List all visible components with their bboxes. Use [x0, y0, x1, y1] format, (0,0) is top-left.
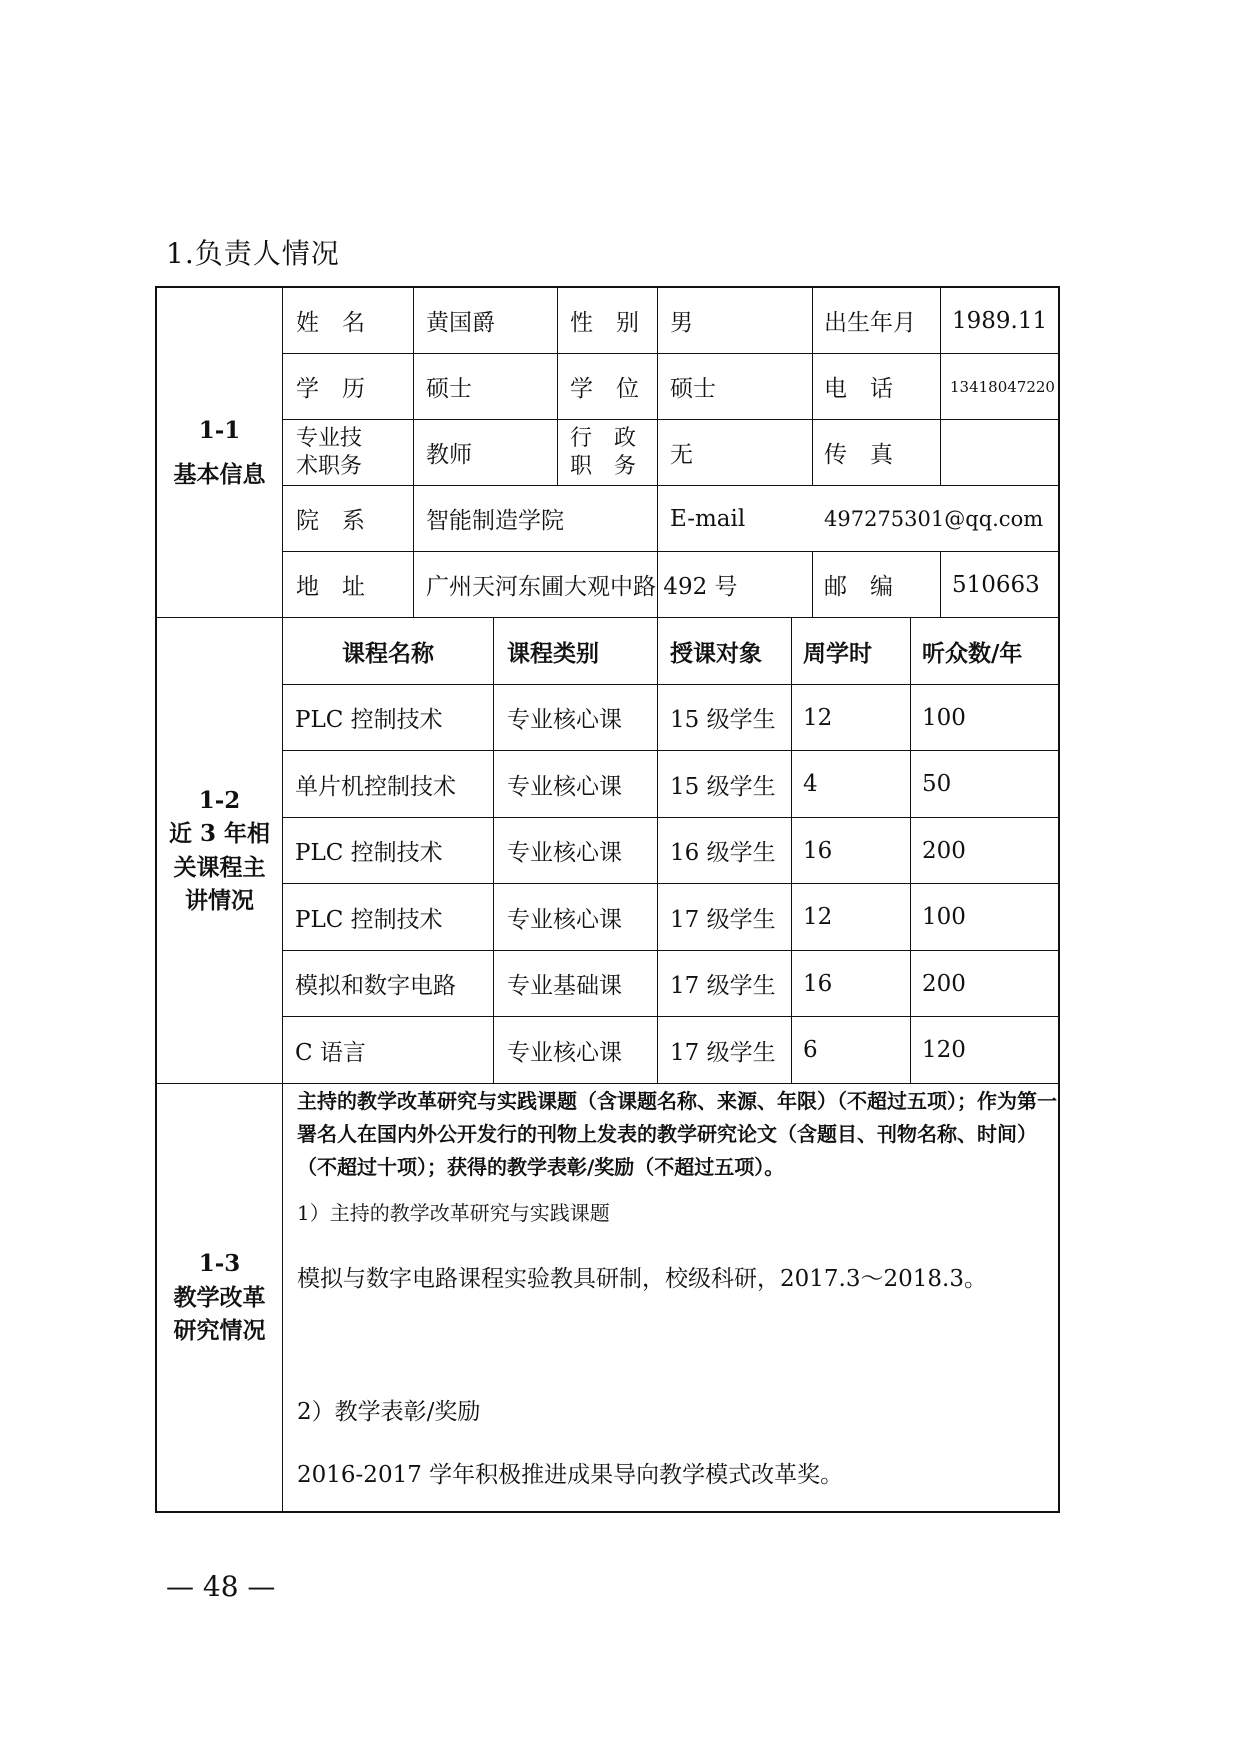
course-type: 专业核心课 [507, 1039, 622, 1066]
section-divider [155, 1083, 1060, 1084]
section-title-line: 关课程主 [173, 853, 266, 881]
birth-value: 1989.11 [952, 307, 1048, 334]
email-label: E-mail [670, 505, 746, 532]
course-type: 专业基础课 [507, 973, 622, 999]
course-name: C 语言 [295, 1039, 366, 1066]
course-name: PLC 控制技术 [295, 906, 443, 933]
admin-post-label-line2: 职 务 [570, 453, 637, 479]
email-value: 497275301@qq.com [824, 506, 1044, 531]
course-hours: 12 [803, 904, 833, 930]
section-title-line: 研究情况 [173, 1317, 266, 1345]
course-type: 专业核心课 [507, 906, 622, 933]
phone-value: 13418047220 [950, 377, 1055, 396]
course-name: 模拟和数字电路 [295, 973, 456, 999]
column-header: 周学时 [803, 639, 872, 667]
fax-label: 传 真 [824, 442, 893, 468]
course-hours: 4 [803, 771, 818, 797]
phone-label: 电 话 [824, 376, 893, 402]
col-divider [282, 286, 283, 1513]
column-header: 听众数/年 [922, 639, 1023, 667]
course-listeners: 50 [922, 771, 952, 797]
course-name: PLC 控制技术 [295, 707, 443, 733]
course-listeners: 200 [922, 837, 966, 864]
admin-post-label-line1: 行 政 [570, 426, 637, 451]
course-name: PLC 控制技术 [295, 840, 443, 866]
col-divider [413, 551, 414, 617]
prof-title-label-line2: 术职务 [296, 453, 363, 479]
col-divider [812, 286, 813, 485]
section-1-1-label [157, 288, 282, 617]
course-audience: 17 级学生 [670, 906, 776, 933]
section-code: 1-2 [198, 786, 241, 814]
education-value: 硕士 [426, 376, 472, 402]
col-divider [557, 286, 558, 485]
gender-value: 男 [670, 310, 693, 336]
course-name: 单片机控制技术 [295, 773, 456, 800]
prof-title-label [296, 420, 362, 485]
course-hours: 6 [803, 1037, 818, 1063]
course-audience: 17 级学生 [670, 1039, 776, 1066]
course-hours: 12 [803, 704, 833, 731]
col-divider [413, 286, 414, 551]
section-1-2-label [157, 618, 282, 1083]
admin-post-label [570, 420, 636, 485]
section-title-line: 讲情况 [185, 886, 254, 914]
col-divider [791, 617, 792, 1083]
name-label: 姓 名 [296, 310, 365, 336]
course-type: 专业核心课 [507, 840, 622, 866]
column-header: 授课对象 [670, 639, 762, 667]
zipcode-label: 邮 编 [824, 574, 893, 600]
column-header: 课程名称 [342, 639, 434, 667]
col-divider [910, 617, 911, 1083]
section-title-line: 教学改革 [173, 1283, 266, 1311]
address-label: 地 址 [296, 574, 365, 600]
admin-post-value: 无 [670, 442, 693, 468]
course-type: 专业核心课 [507, 707, 622, 733]
birth-label: 出生年月 [824, 310, 916, 336]
course-audience: 17 级学生 [670, 973, 776, 999]
section-code: 1-1 [198, 416, 241, 444]
col-divider [657, 617, 658, 1083]
education-label: 学 历 [296, 376, 365, 402]
section-title-line: 近 3 年相 [168, 820, 271, 848]
gender-label: 性 别 [570, 310, 639, 336]
col-divider [493, 617, 494, 1083]
award-item: 2016-2017 学年积极推进成果导向教学模式改革奖。 [297, 1462, 844, 1488]
section-title: 基本信息 [173, 460, 266, 488]
col-divider [940, 551, 941, 617]
course-listeners: 100 [922, 904, 966, 930]
course-listeners: 100 [922, 704, 966, 731]
department-value: 智能制造学院 [426, 508, 564, 534]
section-code: 1-3 [198, 1250, 241, 1278]
col-divider [940, 286, 941, 485]
degree-value: 硕士 [670, 376, 716, 402]
course-listeners: 200 [922, 970, 966, 997]
address-value: 广州天河东圃大观中路 492 号 [426, 574, 738, 600]
page-number: — 48 — [166, 1570, 276, 1603]
course-audience: 16 级学生 [670, 840, 776, 866]
col-divider [812, 551, 813, 617]
degree-label: 学 位 [570, 376, 639, 402]
awards-title: 2）教学表彰/奖励 [297, 1399, 481, 1425]
prof-title-value: 教师 [426, 442, 472, 468]
zipcode-value: 510663 [952, 571, 1040, 598]
reform-projects-title: 1）主持的教学改革研究与实践课题 [297, 1201, 610, 1225]
section-1-3-label [157, 1084, 282, 1511]
course-hours: 16 [803, 837, 833, 864]
department-label: 院 系 [296, 508, 365, 534]
reform-project-item: 模拟与数字电路课程实验教具研制，校级科研，2017.3～2018.3。 [297, 1266, 987, 1292]
reform-instructions: 主持的教学改革研究与实践课题（含课题名称、来源、年限）（不超过五项）；作为第一署名人在国内外公开发行的刊物上发表的教学研究论文（含题目、刊物名称、时间）（不超过十项）；获得的教学表彰/奖励（不超过五项）。 [297, 1089, 1057, 1179]
course-hours: 16 [803, 970, 833, 997]
course-type: 专业核心课 [507, 773, 622, 800]
prof-title-label-line1: 专业技 [296, 426, 363, 451]
course-audience: 15 级学生 [670, 707, 776, 733]
course-audience: 15 级学生 [670, 773, 776, 800]
section-heading: 1.负责人情况 [166, 237, 340, 270]
column-header: 课程类别 [507, 639, 599, 667]
name-value: 黄国爵 [426, 310, 495, 336]
course-listeners: 120 [922, 1037, 966, 1063]
